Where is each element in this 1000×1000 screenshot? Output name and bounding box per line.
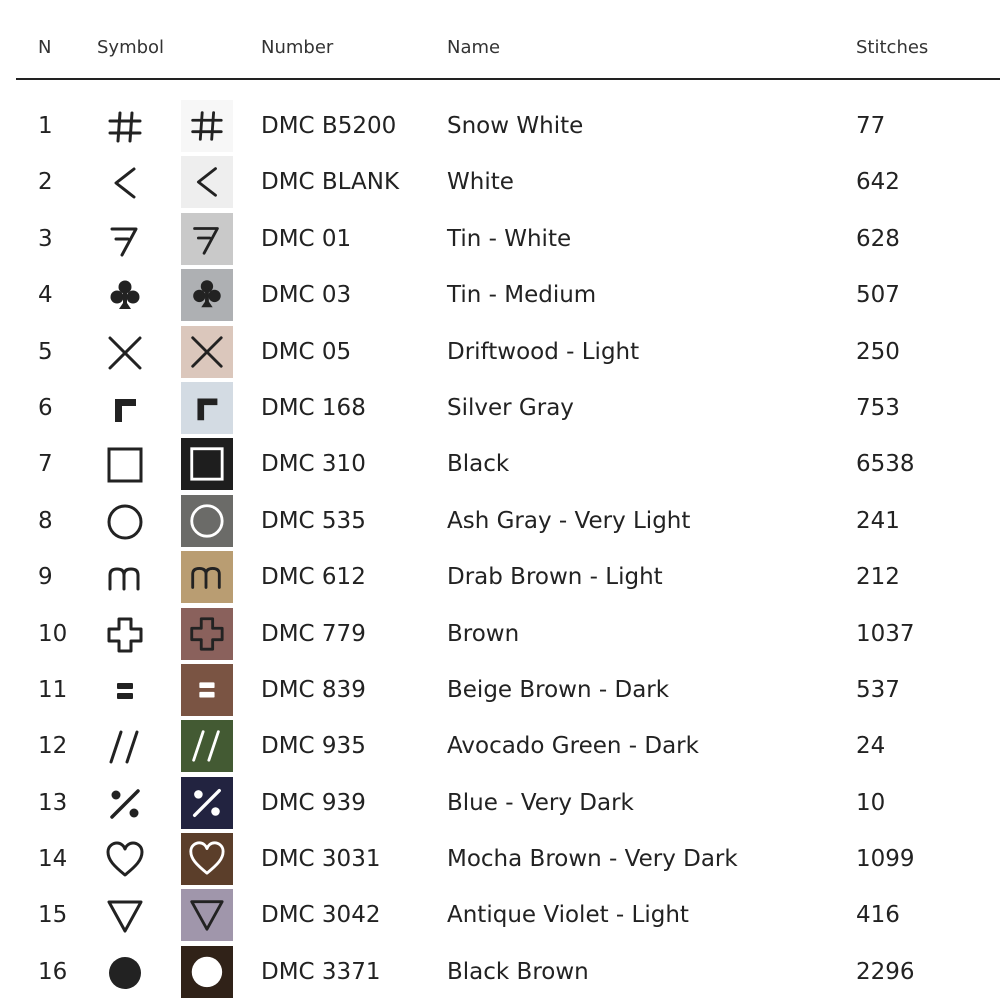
color-swatch: [181, 100, 233, 152]
stitch-count: 507: [856, 282, 900, 309]
square-symbol-icon: [104, 444, 146, 486]
table-row: [0, 98, 1000, 154]
row-index: 12: [38, 733, 68, 760]
thread-number: DMC 01: [261, 225, 352, 252]
thread-name: Beige Brown - Dark: [447, 676, 670, 703]
thread-number: DMC B5200: [261, 113, 397, 139]
thread-name: Tin - White: [447, 225, 572, 252]
row-index: 10: [38, 620, 68, 647]
filled-circle-symbol-icon: [104, 952, 146, 994]
seven-symbol-icon: [104, 219, 146, 261]
thread-number: DMC 03: [261, 282, 352, 309]
row-index: 14: [38, 846, 68, 873]
double-slash-symbol-icon: [104, 726, 146, 768]
club-symbol-icon: [104, 275, 146, 317]
table-row: [0, 831, 1000, 887]
thread-number: DMC 779: [261, 620, 366, 647]
table-row: [0, 718, 1000, 774]
color-swatch: [181, 495, 233, 547]
equals-symbol-icon: [104, 670, 146, 712]
stitch-count: 1037: [856, 620, 915, 647]
stitch-count: 241: [856, 507, 900, 534]
thread-number: DMC 310: [261, 451, 366, 478]
thread-number: DMC 612: [261, 564, 366, 591]
stitch-count: 24: [856, 733, 886, 760]
stitch-count: 1099: [856, 846, 915, 873]
thread-number: DMC 935: [261, 733, 366, 760]
row-index: 2: [38, 169, 53, 196]
table-header: [0, 0, 1000, 80]
row-index: 4: [38, 282, 53, 309]
table-row: [0, 267, 1000, 323]
thread-number: DMC 05: [261, 338, 352, 365]
table-row: [0, 380, 1000, 436]
thread-name: Antique Violet - Light: [447, 902, 689, 929]
table-row: [0, 662, 1000, 718]
thread-name: Black Brown: [447, 958, 589, 985]
thread-name: Ash Gray - Very Light: [447, 507, 691, 534]
table-row: [0, 887, 1000, 943]
thread-number: DMC 535: [261, 507, 366, 534]
table-row: [0, 324, 1000, 380]
cross-symbol-icon: [104, 332, 146, 374]
stitch-count: 537: [856, 676, 900, 703]
color-swatch: [181, 213, 233, 265]
table-row: [0, 775, 1000, 831]
thread-name: Brown: [447, 620, 520, 647]
thread-number: DMC 3031: [261, 846, 381, 873]
color-swatch: [181, 438, 233, 490]
percent-symbol-icon: [104, 783, 146, 825]
thread-name: Mocha Brown - Very Dark: [447, 846, 738, 873]
thread-name: Snow White: [447, 113, 584, 139]
row-index: 8: [38, 507, 53, 534]
stitch-count: 416: [856, 902, 900, 929]
color-swatch: [181, 608, 233, 660]
color-swatch: [181, 382, 233, 434]
thread-name: White: [447, 169, 514, 196]
corner-symbol-icon: [104, 388, 146, 430]
thread-name: Black: [447, 451, 510, 478]
stitch-count: 642: [856, 169, 900, 196]
table-row: [0, 211, 1000, 267]
thread-number: DMC 3371: [261, 958, 381, 985]
table-row: [0, 944, 1000, 1000]
table-body: [0, 98, 1000, 1000]
color-swatch: [181, 889, 233, 941]
stitch-count: 212: [856, 564, 900, 591]
header-symbol: Symbol: [97, 37, 165, 58]
stitch-count: 2296: [856, 958, 915, 985]
color-swatch: [181, 720, 233, 772]
plus-outline-symbol-icon: [104, 614, 146, 656]
color-swatch: [181, 156, 233, 208]
thread-number: DMC 168: [261, 394, 366, 421]
thread-number: DMC BLANK: [261, 169, 400, 196]
table-row: [0, 154, 1000, 210]
stitch-count: 250: [856, 338, 900, 365]
thread-name: Silver Gray: [447, 394, 574, 421]
thread-number: DMC 3042: [261, 902, 381, 929]
header-number: Number: [261, 37, 334, 58]
circle-symbol-icon: [104, 501, 146, 543]
color-swatch: [181, 946, 233, 998]
hash-symbol-icon: [104, 106, 146, 148]
stitch-count: 6538: [856, 451, 915, 478]
stitch-count: 753: [856, 394, 900, 421]
thread-name: Drab Brown - Light: [447, 564, 663, 591]
row-index: 5: [38, 338, 53, 365]
row-index: 11: [38, 676, 68, 703]
header-n: N: [38, 37, 52, 58]
table-row: [0, 493, 1000, 549]
row-index: 6: [38, 394, 53, 421]
less-than-symbol-icon: [104, 162, 146, 204]
row-index: 3: [38, 225, 53, 252]
heart-symbol-icon: [104, 839, 146, 881]
stitch-count: 628: [856, 225, 900, 252]
thread-name: Driftwood - Light: [447, 338, 640, 365]
table-row: [0, 549, 1000, 605]
color-swatch: [181, 833, 233, 885]
header-name: Name: [447, 37, 501, 58]
triangle-down-symbol-icon: [104, 895, 146, 937]
thread-number: DMC 939: [261, 789, 366, 816]
table-row: [0, 436, 1000, 492]
thread-name: Tin - Medium: [447, 282, 597, 309]
m-symbol-icon: [104, 557, 146, 599]
row-index: 1: [38, 113, 53, 139]
row-index: 9: [38, 564, 53, 591]
row-index: 13: [38, 789, 68, 816]
row-index: 7: [38, 451, 53, 478]
color-swatch: [181, 326, 233, 378]
header-divider: [16, 78, 1000, 80]
thread-name: Avocado Green - Dark: [447, 733, 699, 760]
thread-number: DMC 839: [261, 676, 366, 703]
color-swatch: [181, 664, 233, 716]
color-swatch: [181, 551, 233, 603]
color-swatch: [181, 777, 233, 829]
stitch-count: 77: [856, 113, 886, 139]
color-swatch: [181, 269, 233, 321]
stitch-count: 10: [856, 789, 886, 816]
table-row: [0, 606, 1000, 662]
thread-name: Blue - Very Dark: [447, 789, 634, 816]
header-stitches: Stitches: [856, 37, 929, 58]
row-index: 15: [38, 902, 68, 929]
row-index: 16: [38, 958, 68, 985]
